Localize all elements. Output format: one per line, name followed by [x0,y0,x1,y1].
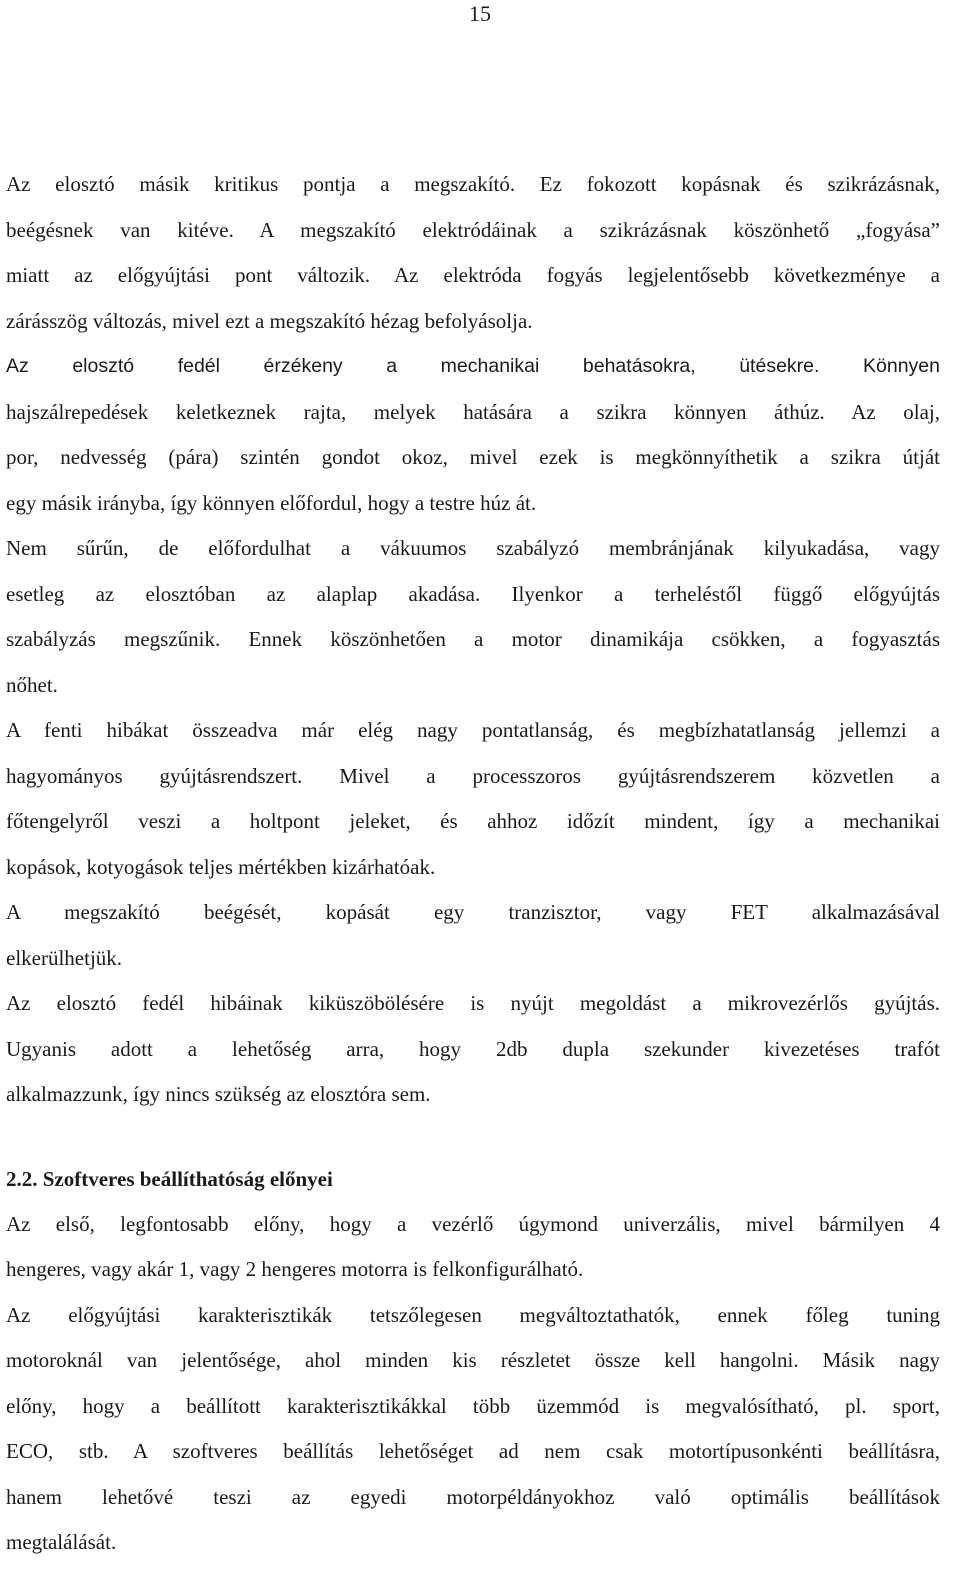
text-line: nőhet. [6,672,58,697]
paragraph-vakuumos [6,526,940,708]
section-spacer [6,1118,940,1156]
paragraph-univerzalis [6,1202,940,1293]
text-line: kopások, kotyogások teljes mértékben kizárhatóak. [6,854,436,879]
paragraph-karakterisztikak [6,1293,940,1566]
text-line: egy másik irányba, így könnyen előfordul, hogy a testre húz át. [6,490,537,515]
text-line: főtengelyről veszi a holtpont jeleket, és ahhoz időzít mindent, így a mechanikai [6,809,940,833]
text-line: előny, hogy a beállított karakterisztikákkal több üzemmód is megvalósítható, pl. sport, [6,1393,940,1418]
text-line: Az előgyújtási karakterisztikák tetszőlegesen megváltoztathatók, ennek főleg tuning [6,1302,940,1327]
text-line: Nem sűrűn, de előfordulhat a vákuumos szabályzó membránjának kilyukadása, vagy [6,536,940,560]
text-line: hagyományos gyújtásrendszert. Mivel a processzoros gyújtásrendszerem közvetlen a [6,763,940,788]
text-line: megtalálását. [6,1530,117,1554]
text-line: zárásszög változás, mivel ezt a megszakító hézag befolyásolja. [6,308,533,333]
text-line: A megszakító beégését, kopását egy tranzisztor, vagy FET alkalmazásával [6,900,940,924]
text-line: szabályzás megszűnik. Ennek köszönhetően a motor dinamikája csökken, a fogyasztás [6,627,940,651]
page-number: 15 [469,1,491,26]
text-line: esetleg az elosztóban az alaplap akadása. Ilyenkor a terheléstől függő előgyújtás [6,581,940,606]
text-line: Az elosztó fedél érzékeny a mechanikai behatásokra, ütésekre. Könnyen [6,355,940,377]
text-line: Az elosztó fedél hibáinak kiküszöbölésére is nyújt megoldást a mikrovezérlős gyújtás. [6,991,940,1015]
text-line: alkalmazzunk, így nincs szükség az elosztóra sem. [6,1082,431,1106]
text-line: Ugyanis adott a lehetőség arra, hogy 2db dupla szekunder kivezetéses trafót [6,1036,940,1061]
text-line: elkerülhetjük. [6,945,123,970]
paragraph-tranzisztor [6,890,940,981]
paragraph-hibak [6,708,940,890]
text-line: por, nedvesség (pára) szintén gondot okoz, mivel ezek is megkönnyíthetik a szikra útját [6,445,940,469]
paragraph-eloszto-fedel [6,344,940,526]
text-line: beégésnek van kitéve. A megszakító elektródáinak a szikrázásnak köszönhető „fogyása” [6,217,940,242]
text-line: hanem lehetővé teszi az egyedi motorpéldányokhoz való optimális beállítások [6,1484,940,1509]
text-line: ECO, stb. A szoftveres beállítás lehetőséget ad nem csak motortípusonkénti beállításra, [6,1439,940,1463]
text-line: A fenti hibákat összeadva már elég nagy pontatlanság, és megbízhatatlanság jellemzi a [6,718,940,742]
text-line: hengeres, vagy akár 1, vagy 2 hengeres motorra is felkonfigurálható. [6,1257,584,1281]
paragraph-mikrovezerlos [6,981,940,1118]
document-body [6,162,940,1566]
text-line: miatt az előgyújtási pont változik. Az elektróda fogyás legjelentősebb következménye a [6,263,940,287]
section-heading: 2.2. Szoftveres beállíthatóság előnyei [6,1166,333,1191]
text-line: hajszálrepedések keletkeznek rajta, melyek hatására a szikra könnyen áthúz. Az olaj, [6,399,940,424]
paragraph-megszakito [6,162,940,344]
text-line: Az elosztó másik kritikus pontja a megszakító. Ez fokozott kopásnak és szikrázásnak, [6,172,940,196]
text-line: motoroknál van jelentősége, ahol minden kis részletet össze kell hangolni. Másik nagy [6,1348,940,1372]
text-line: Az első, legfontosabb előny, hogy a vezérlő úgymond univerzális, mivel bármilyen 4 [6,1211,940,1236]
